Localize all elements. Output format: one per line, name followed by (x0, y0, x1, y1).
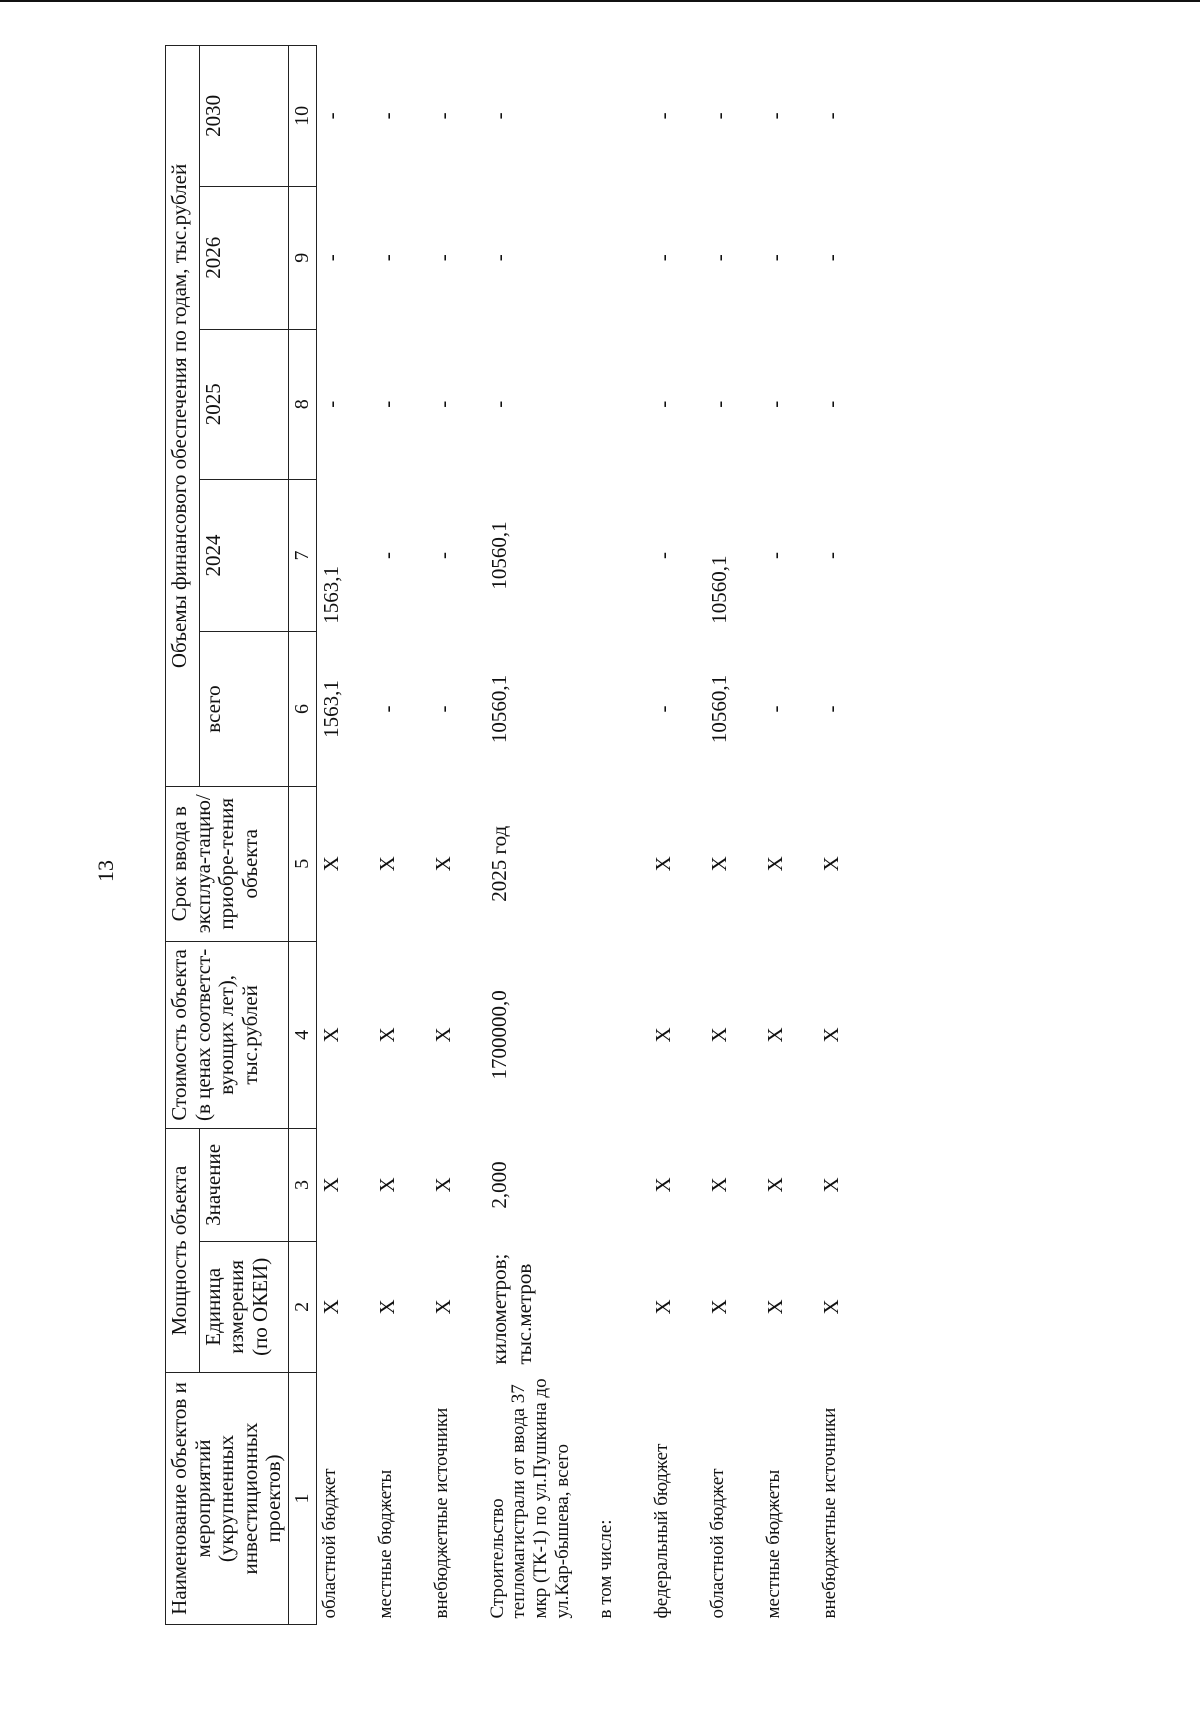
column-number: 3 (288, 1129, 316, 1242)
row-name: внебюджетные источники (430, 1407, 452, 1619)
row-value: X (762, 1177, 787, 1193)
row-2026: - (374, 254, 399, 262)
row-cost: X (706, 1027, 731, 1043)
header-2026: 2026 (199, 186, 288, 329)
row-value: 2,000 (486, 1161, 511, 1209)
row-2024: - (374, 552, 399, 559)
row-total: 1563,1 (318, 680, 343, 738)
row-term: X (762, 856, 787, 872)
row-2026: - (706, 254, 731, 262)
row-value (593, 1129, 649, 1242)
table-row (373, 46, 429, 1625)
row-value: X (430, 1177, 455, 1193)
row-term (593, 786, 649, 941)
header-unit: Единица измерения (по ОКЕИ) (199, 1241, 288, 1372)
header-2030: 2030 (199, 46, 288, 187)
row-2024: - (430, 552, 455, 559)
row-total: 10560,1 (706, 674, 731, 744)
row-2024 (593, 479, 649, 631)
row-name: местные бюджеты (374, 1469, 396, 1619)
table-row (705, 46, 761, 1625)
row-cost: X (430, 1027, 455, 1043)
row-value: X (818, 1177, 843, 1193)
row-value: X (374, 1177, 399, 1193)
row-unit: X (650, 1299, 675, 1315)
row-unit: X (818, 1299, 843, 1315)
row-total: - (650, 705, 675, 713)
row-2025: - (818, 400, 843, 408)
row-term: X (650, 856, 675, 872)
header-funding: Объемы финансового обеспечения по годам, тыс.рублей (166, 46, 200, 787)
row-2025: - (430, 400, 455, 408)
row-cost: X (762, 1027, 787, 1043)
row-2026: - (318, 254, 343, 262)
header-value: Значение (199, 1129, 288, 1242)
row-2026: - (818, 254, 843, 262)
row-2025 (593, 329, 649, 479)
row-2025: - (706, 400, 731, 408)
row-unit: километров; тыс.метров (486, 1253, 536, 1365)
header-name: Наименование объектов и мероприятий (укрупненных инвестиционных проектов) (166, 1372, 289, 1624)
row-unit: X (706, 1299, 731, 1315)
header-2024: 2024 (199, 479, 288, 631)
header-term: Срок ввода в эксплуа-тацию/ приобре-тения объекта (166, 786, 289, 941)
row-term: X (318, 856, 343, 872)
header-cost: Стоимость объекта (в ценах соответст-вующих лет), тыс.рублей (166, 941, 289, 1129)
column-number-row (288, 46, 316, 1625)
row-2030 (593, 46, 649, 187)
row-2024: 1563,1 (318, 565, 343, 624)
row-name: областной бюджет (318, 1468, 340, 1619)
scan-top-edge (0, 0, 1200, 2)
row-2024: 10560,1 (486, 521, 511, 590)
row-name: местные бюджеты (762, 1469, 784, 1619)
row-2030: - (430, 112, 455, 120)
row-unit: X (762, 1299, 787, 1315)
row-term: X (430, 856, 455, 872)
table-row (817, 46, 873, 1625)
table-row (649, 46, 705, 1625)
header-capacity: Мощность объекта (166, 1129, 200, 1373)
row-2024: - (818, 552, 843, 559)
row-2024: 10560,1 (706, 555, 731, 624)
page-number: 13 (93, 860, 118, 882)
row-2030: - (318, 112, 343, 120)
row-unit: X (374, 1299, 399, 1315)
row-cost: X (818, 1027, 843, 1043)
rotated-table-container (165, 45, 973, 1625)
row-name: внебюджетные источники (818, 1407, 840, 1619)
row-2026: - (486, 254, 511, 262)
row-total: - (818, 705, 843, 713)
table-row (429, 46, 485, 1625)
row-2024: - (762, 552, 787, 559)
table-row (485, 46, 593, 1625)
row-total: - (430, 705, 455, 713)
row-2026: - (762, 254, 787, 262)
column-number: 9 (288, 186, 316, 329)
row-2030: - (650, 112, 675, 120)
row-2030: - (706, 112, 731, 120)
row-2025: - (762, 400, 787, 408)
row-2030: - (486, 112, 511, 120)
column-number: 2 (288, 1241, 316, 1372)
row-term: X (818, 856, 843, 872)
row-name: федеральный бюджет (650, 1443, 672, 1619)
row-2030: - (818, 112, 843, 120)
column-number: 6 (288, 632, 316, 787)
row-cost: X (650, 1027, 675, 1043)
row-term: X (706, 856, 731, 872)
table-row (761, 46, 817, 1625)
column-number: 8 (288, 329, 316, 479)
row-total: 10560,1 (486, 674, 511, 744)
row-name: в том числе: (594, 1519, 616, 1619)
column-number: 7 (288, 479, 316, 631)
row-2026: - (650, 254, 675, 262)
row-2025: - (318, 400, 343, 408)
row-value: X (650, 1177, 675, 1193)
table-row (316, 46, 373, 1625)
row-cost: X (318, 1027, 343, 1043)
row-term: X (374, 856, 399, 872)
row-total: - (374, 705, 399, 713)
row-cost: X (374, 1027, 399, 1043)
row-total (593, 632, 649, 787)
row-value: X (318, 1177, 343, 1193)
row-2024: - (650, 552, 675, 559)
header-2025: 2025 (199, 329, 288, 479)
row-cost: 1700000,0 (486, 990, 511, 1080)
row-2030: - (762, 112, 787, 120)
row-value: X (706, 1177, 731, 1193)
row-name: Строительство тепломагистрали от ввода 37 мкр (ТК-1) по ул.Пушкина до ул.Кар-бышева, всего (486, 1378, 574, 1619)
row-total: - (762, 705, 787, 713)
column-number: 10 (288, 46, 316, 187)
funding-table (165, 45, 873, 1625)
row-unit (593, 1241, 649, 1372)
column-number: 4 (288, 941, 316, 1129)
header-total: всего (199, 632, 288, 787)
row-term: 2025 год (486, 825, 511, 902)
row-2026 (593, 186, 649, 329)
column-number: 5 (288, 786, 316, 941)
column-number: 1 (288, 1372, 316, 1624)
row-2030: - (374, 112, 399, 120)
row-unit: X (430, 1299, 455, 1315)
row-cost (593, 941, 649, 1129)
row-name: областной бюджет (706, 1468, 728, 1619)
row-unit: X (318, 1299, 343, 1315)
row-2026: - (430, 254, 455, 262)
row-2025: - (486, 400, 511, 408)
row-2025: - (374, 400, 399, 408)
row-2025: - (650, 400, 675, 408)
table-row (593, 46, 649, 1625)
